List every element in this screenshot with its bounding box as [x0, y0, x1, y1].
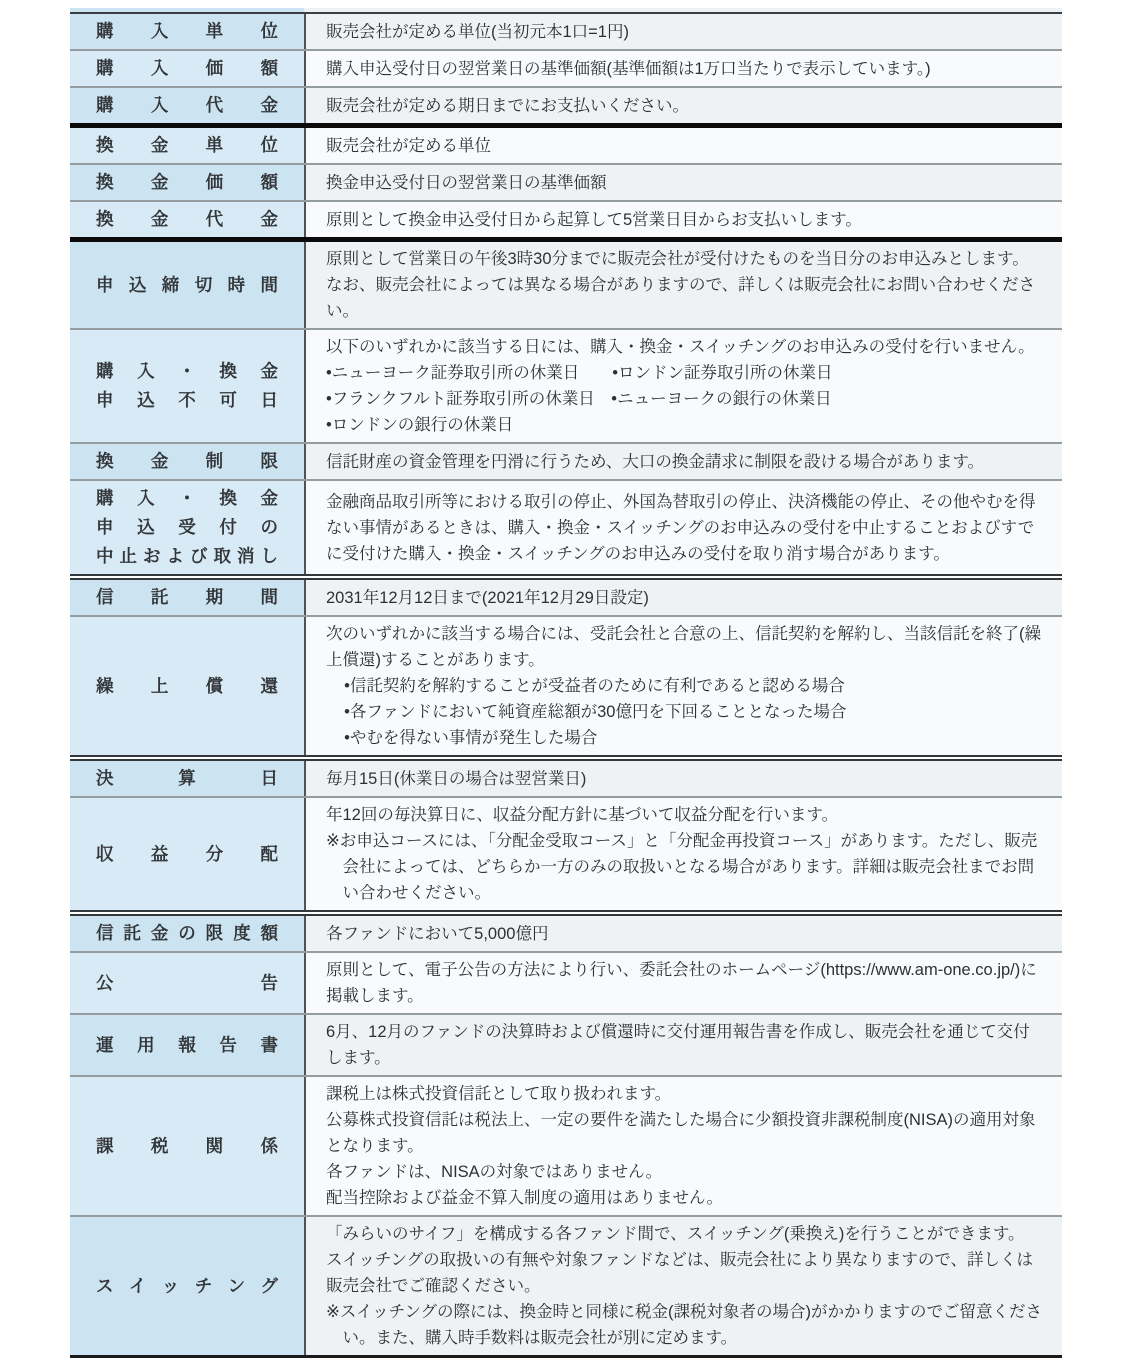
row-label-line: 換 金 価 額: [96, 172, 278, 192]
row-content: [304, 953, 1062, 1013]
row-label: [70, 165, 304, 200]
row-label: [70, 202, 304, 237]
row-label: [70, 330, 304, 442]
row-label: [70, 916, 304, 951]
row-label-line: 申 込 締 切 時 間: [96, 274, 278, 295]
row-label: [70, 1015, 304, 1075]
row-content-line: 販売会社が定める期日までにお支払いください。: [326, 96, 689, 115]
row-label-line: 課 税 関 係: [96, 1135, 278, 1156]
row-content: [304, 1077, 1062, 1215]
row-label-line: 申 込 受 付 の: [96, 517, 278, 537]
table-row: [70, 953, 1062, 1013]
row-label: [70, 580, 304, 615]
row-content-line: スイッチングの取扱いの有無や対象ファンドなどは、販売会社により異なりますので、詳しくは販売会社でご確認ください。: [326, 1251, 1034, 1295]
table-row: [70, 444, 1062, 479]
previous-row-sliver-content: [304, 8, 1062, 12]
row-content-line: ※お申込コースには、「分配金受取コース」と「分配金再投資コース」があります。ただし、販売会社によっては、どちらか一方のみの取扱いとなる場合があります。詳細は販売会社までお問い合わせください。: [326, 832, 1038, 902]
row-label: [70, 88, 304, 123]
row-label-line: 購 入 代 金: [96, 95, 278, 115]
row-content-line: 以下のいずれかに該当する日には、購入・換金・スイッチングのお申込みの受付を行いません。: [326, 338, 1035, 356]
row-content-line: 販売会社が定める単位(当初元本1口=1円): [326, 22, 629, 41]
row-label-line: 購 入 単 位: [96, 21, 278, 41]
row-label: [70, 798, 304, 910]
row-label-line: 購 入 価 額: [96, 58, 278, 78]
row-content-line: 課税上は株式投資信託として取り扱われます。: [326, 1085, 672, 1103]
table-row: [70, 1077, 1062, 1215]
row-label: [70, 617, 304, 755]
row-label-line: 購 入 ・ 換 金: [96, 488, 278, 508]
row-content: [304, 51, 1062, 86]
table-row: [70, 242, 1062, 328]
table-row: [70, 88, 1062, 123]
row-content-line: 年12回の毎決算日に、収益分配方針に基づいて収益分配を行います。: [326, 806, 839, 824]
row-content: [304, 202, 1062, 237]
row-label-line: 中止および取消し: [96, 546, 278, 566]
row-content-line: 各ファンドは、NISAの対象ではありません。: [326, 1163, 663, 1181]
table-row: [70, 202, 1062, 237]
row-label: [70, 128, 304, 163]
previous-row-sliver: [70, 8, 1062, 12]
row-label-line: 信託金の限度額: [96, 923, 278, 943]
row-content: [304, 617, 1062, 755]
row-content-line: 各ファンドにおいて5,000億円: [326, 924, 549, 943]
row-label: [70, 242, 304, 328]
row-label: [70, 444, 304, 479]
row-label-line: 収 益 分 配: [96, 843, 278, 864]
row-content-line: •信託契約を解約することが受益者のために有利であると認める場合: [344, 677, 845, 695]
row-content-line: 購入申込受付日の翌営業日の基準価額(基準価額は1万口当たりで表示しています。): [326, 59, 931, 78]
previous-row-sliver-label: [70, 8, 304, 12]
row-label-line: ス イ ッ チ ン グ: [96, 1275, 278, 1296]
row-content: [304, 165, 1062, 200]
row-label: [70, 761, 304, 796]
row-content-line: 公募株式投資信託は税法上、一定の要件を満たした場合に少額投資非課税制度(NISA)の適用対象となります。: [326, 1111, 1036, 1155]
table-row: [70, 1015, 1062, 1075]
row-content: [304, 242, 1062, 328]
row-label: [70, 51, 304, 86]
row-content-line: •ニューヨーク証券取引所の休業日 •ロンドン証券取引所の休業日: [326, 364, 833, 382]
row-content-line: •ロンドンの銀行の休業日: [326, 416, 514, 434]
row-label-line: 信 託 期 間: [96, 587, 278, 607]
table-row: [70, 330, 1062, 442]
row-content-line: •フランクフルト証券取引所の休業日 •ニューヨークの銀行の休業日: [326, 390, 832, 408]
row-content-line: 金融商品取引所等における取引の停止、外国為替取引の停止、決済機能の停止、その他やむを得ない事情があるときは、購入・換金・スイッチングのお申込みの受付を中止することおよびすでに受付けた購入・換金・スイッチングのお申込みの受付を取り消す場合があります。: [326, 492, 1036, 563]
table-row: [70, 580, 1062, 615]
row-label: [70, 1217, 304, 1355]
row-label-line: 換 金 単 位: [96, 135, 278, 155]
row-content-line: 毎月15日(休業日の場合は翌営業日): [326, 769, 587, 788]
row-content-line: 2031年12月12日まで(2021年12月29日設定): [326, 588, 649, 607]
row-label-line: 運 用 報 告 書: [96, 1034, 278, 1055]
row-content: [304, 761, 1062, 796]
row-label: [70, 481, 304, 574]
row-label-line: 換 金 代 金: [96, 209, 278, 229]
row-content-line: •各ファンドにおいて純資産総額が30億円を下回ることとなった場合: [344, 703, 847, 721]
table-row: [70, 916, 1062, 951]
row-content-line: 信託財産の資金管理を円滑に行うため、大口の換金請求に制限を設ける場合があります。: [326, 452, 985, 471]
row-content: [304, 1217, 1062, 1355]
row-content-line: 販売会社が定める単位: [326, 136, 491, 155]
row-content-line: 換金申込受付日の翌営業日の基準価額: [326, 173, 607, 192]
row-label-line: 決 算 日: [96, 768, 278, 788]
row-content: [304, 481, 1062, 574]
fund-terms-table: [70, 8, 1062, 1358]
row-label-line: 繰 上 償 還: [96, 675, 278, 696]
row-label-line: 購 入 ・ 換 金: [96, 361, 278, 381]
table-row: [70, 51, 1062, 86]
table-row: [70, 14, 1062, 49]
table-row: [70, 481, 1062, 574]
row-content-line: 原則として換金申込受付日から起算して5営業日目からお支払いします。: [326, 210, 862, 229]
table-row: [70, 617, 1062, 755]
row-content: [304, 330, 1062, 442]
row-content: [304, 14, 1062, 49]
row-label: [70, 953, 304, 1013]
row-content-line: 「みらいのサイフ」を構成する各ファンド間で、スイッチング(乗換え)を行うことができます。: [326, 1225, 1025, 1243]
row-content-line: ※スイッチングの際には、換金時と同様に税金(課税対象者の場合)がかかりますのでご留意ください。また、購入時手数料は販売会社が別に定めます。: [326, 1303, 1042, 1347]
row-label-line: 公 告: [96, 972, 278, 993]
table-row: [70, 128, 1062, 163]
row-content: [304, 580, 1062, 615]
row-content: [304, 1015, 1062, 1075]
row-label: [70, 1077, 304, 1215]
row-content-line: 原則として営業日の午後3時30分までに販売会社が受付けたものを当日分のお申込みとします。なお、販売会社によっては異なる場合がありますので、詳しくは販売会社にお問い合わせください。: [326, 250, 1036, 320]
table-row: [70, 798, 1062, 910]
row-label-line: 換 金 制 限: [96, 451, 278, 471]
row-label-line: 申 込 不 可 日: [96, 390, 278, 410]
row-content-line: 次のいずれかに該当する場合には、受託会社と合意の上、信託契約を解約し、当該信託を終了(繰上償還)することがあります。: [326, 625, 1041, 669]
row-content-line: 原則として、電子公告の方法により行い、委託会社のホームページ(https://www.am-one.co.jp/)に掲載します。: [326, 961, 1037, 1005]
row-content-line: 6月、12月のファンドの決算時および償還時に交付運用報告書を作成し、販売会社を通じて交付します。: [326, 1023, 1030, 1067]
table-row: [70, 761, 1062, 796]
row-content: [304, 88, 1062, 123]
row-content-line: •やむを得ない事情が発生した場合: [344, 729, 598, 747]
table-row: [70, 1217, 1062, 1355]
row-content: [304, 798, 1062, 910]
row-content-line: 配当控除および益金不算入制度の適用はありません。: [326, 1189, 723, 1207]
row-label: [70, 14, 304, 49]
row-content: [304, 444, 1062, 479]
row-content: [304, 916, 1062, 951]
row-content: [304, 128, 1062, 163]
table-row: [70, 165, 1062, 200]
